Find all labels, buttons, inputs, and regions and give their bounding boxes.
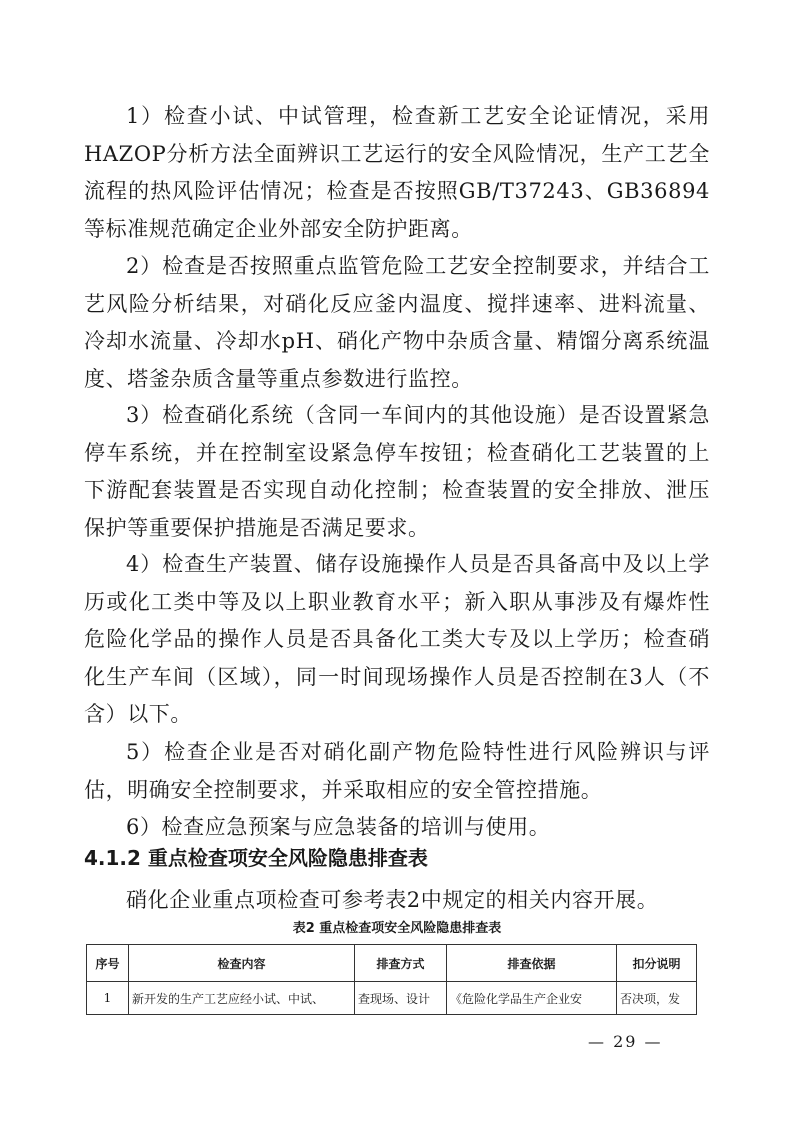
table-row [87, 982, 697, 1015]
paragraph-2: 2）检查是否按照重点监管危险工艺安全控制要求，并结合工艺风险分析结果，对硝化反应釜内温度、搅拌速率、进料流量、冷却水流量、冷却水pH、硝化产物中杂质含量、精馏分离系统温度、塔釜杂质含量等重点参数进行监控。 [84, 254, 710, 391]
table-intro: 硝化企业重点项检查可参考表2中规定的相关内容开展。 [126, 888, 659, 912]
paragraph-1: 1）检查小试、中试管理，检查新工艺安全论证情况，采用HAZOP分析方法全面辨识工艺运行的安全风险情况，生产工艺全流程的热风险评估情况；检查是否按照GB/T37243、GB36894等标准规范确定企业外部安全防护距离。 [84, 104, 710, 241]
page-number: — 29 — [588, 1032, 663, 1051]
table-caption: 表2 重点检查项安全风险隐患排查表 [292, 921, 502, 936]
table-cell-content: 新开发的生产工艺应经小试、中试、 [129, 982, 355, 1015]
table-cell-basis: 《危险化学品生产企业安 [447, 982, 617, 1015]
column-header-content: 检查内容 [129, 945, 355, 982]
table-cell-index: 1 [87, 982, 129, 1015]
table-cell-method: 查现场、设计 [355, 982, 447, 1015]
section-heading: 4.1.2 重点检查项安全风险隐患排查表 [84, 846, 428, 870]
column-header-method: 排查方式 [355, 945, 447, 982]
inspection-table [86, 944, 697, 1015]
paragraph-4: 4）检查生产装置、储存设施操作人员是否具备高中及以上学历或化工类中等及以上职业教育水平；新入职从事涉及有爆炸性危险化学品的操作人员是否具备化工类大专及以上学历；检查硝化生产车间（区域），同一时间现场操作人员是否控制在3人（不含）以下。 [84, 552, 710, 726]
paragraph-5: 5）检查企业是否对硝化副产物危险特性进行风险辨识与评估，明确安全控制要求，并采取相应的安全管控措施。 [84, 740, 710, 802]
table-header-row [87, 945, 697, 982]
paragraph-3: 3）检查硝化系统（含同一车间内的其他设施）是否设置紧急停车系统，并在控制室设紧急停车按钮；检查硝化工艺装置的上下游配套装置是否实现自动化控制；检查装置的安全排放、泄压保护等重要保护措施是否满足要求。 [84, 403, 710, 540]
column-header-basis: 排查依据 [447, 945, 617, 982]
column-header-index: 序号 [87, 945, 129, 982]
table-cell-deduction: 否决项，发 [617, 982, 697, 1015]
paragraph-6: 6）检查应急预案与应急装备的培训与使用。 [126, 815, 551, 839]
column-header-deduction: 扣分说明 [617, 945, 697, 982]
